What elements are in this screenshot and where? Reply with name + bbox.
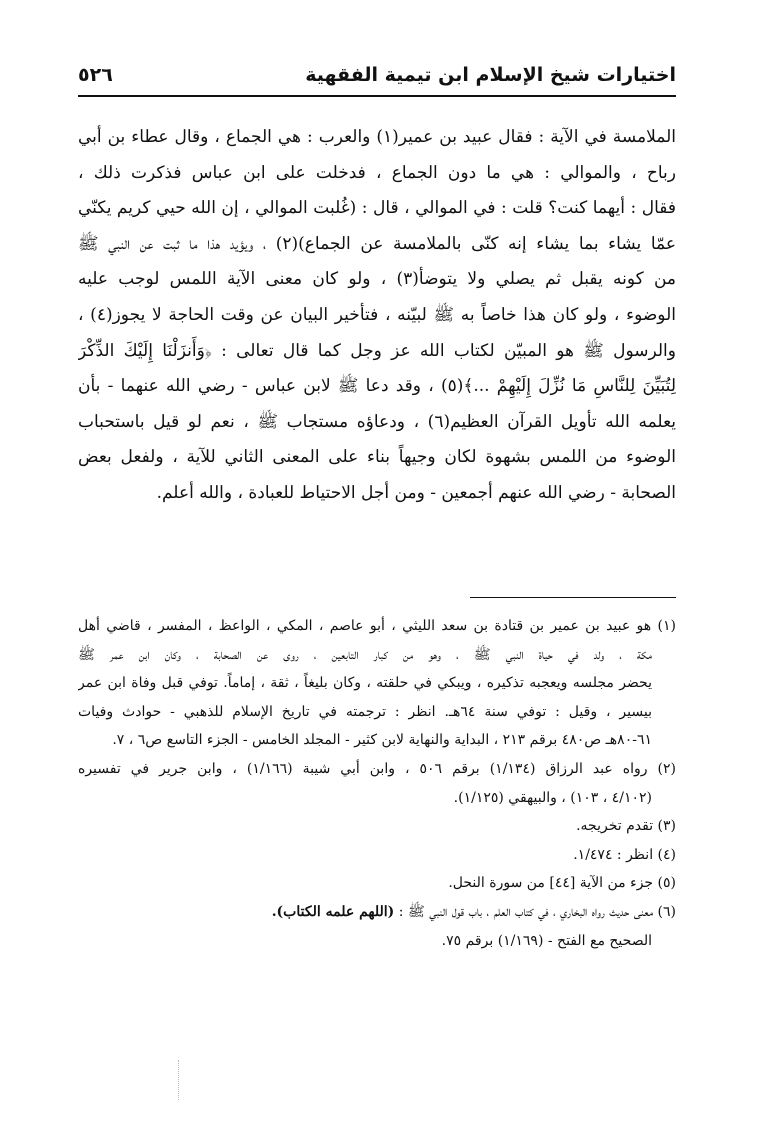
main-text-line: والرسول ﷺ هو المبيّن لكتاب الله عز وجل كما قال تعالى : ﴿وَأَنزَلْنَا إِلَيْكَ الذِّكْرَ [78, 340, 676, 361]
main-text-line: الوضوء من اللمس بشهوة لكان وجيهاً بناء على المعنى الثاني للآية ، ولفعل بعض [78, 447, 676, 468]
footnote-1-continued: بيسير ، وقيل : توفي سنة ٦٤هـ. انظر : ترجمته في تاريخ الإسلام للذهبي - حوادث وفيات [78, 703, 652, 720]
main-text-line: لِتُبَيِّنَ لِلنَّاسِ مَا نُزِّلَ إِلَيْهِمْ ...﴾(٥) ، وقد دعا ﷺ لابن عباس - رضي الله عنهما - بأن [78, 376, 676, 397]
main-text-line: الملامسة في الآية : فقال عبيد بن عمير(١) والعرب : هي الجماع ، وقال عطاء بن أبي [78, 127, 676, 147]
running-header [78, 62, 676, 92]
main-text-line: رباح ، والموالي : هي ما دون الجماع ، فدخلت على ابن عباس فذكرت ذلك ، [78, 162, 676, 183]
footnote-2-continued: (٤/١٠٢ ، ١٠٣) ، والبيهقي (١/١٢٥). [453, 789, 652, 806]
main-text-line: الصحابة - رضي الله عنهم أجمعين - ومن أجل الاحتياط للعبادة ، والله أعلم. [156, 482, 676, 503]
footnote-6 [78, 898, 676, 927]
footnote-1-continued: يحضر مجلسه ويعجبه تذكيره ، ويبكي في حلقته ، وكان بليغاً ، ثقة ، إماماً. توفي قبل وفاة ابن عمر [78, 675, 652, 692]
main-text-line: فقال : أيهما كنت؟ قلت : في الموالي ، قال : (غُلبت الموالي ، إن الله حيي كريم يكنّي [78, 198, 676, 219]
footnote-divider [470, 597, 676, 598]
main-text-line: الوضوء ، ولو كان هذا خاصاً به ﷺ لبيّنه ، فتأخير البيان عن وقت الحاجة لا يجوز(٤) ، [78, 304, 676, 325]
header-divider [78, 95, 676, 97]
running-header-title: اختيارات شيخ الإسلام ابن تيمية الفقهية [305, 64, 676, 86]
footnote-6-text: (٦) معنى حديث رواه البخاري ، في كتاب العلم ، باب قول النبي ﷺ : [394, 903, 676, 920]
footnote-3: (٣) تقدم تخريجه. [576, 818, 676, 835]
footnote-1-continued: مكة ، ولد في حياة النبي ﷺ ، وهو من كبار التابعين ، روى عن الصحابة ، وكان ابن عمر ﷺ [78, 646, 652, 663]
footnote-2: (٢) رواه عبد الرزاق (١/١٣٤) برقم ٥٠٦ ، وابن أبي شيبة (١/١٦٦) ، وابن جرير في تفسيره [78, 760, 676, 777]
main-text [78, 120, 676, 512]
footnote-4: (٤) انظر : ١/٤٧٤. [573, 846, 676, 863]
footnote-6-quote: (اللهم علمه الكتاب). [271, 903, 395, 920]
main-text-line: عمّا يشاء بما يشاء إنه كنّى بالملامسة عن الجماع)(٢) ، ويؤيد هذا ما ثبت عن النبي ﷺ [78, 233, 676, 254]
main-text-line: من كونه يقبل ثم يصلي ولا يتوضأ(٣) ، ولو كان معنى الآية اللمس لوجب عليه [78, 269, 676, 290]
footnote-5: (٥) جزء من الآية [٤٤] من سورة النحل. [448, 875, 676, 892]
footnotes [78, 612, 676, 955]
footnote-1: (١) هو عبيد بن عمير بن قتادة بن سعد الليثي ، أبو عاصم ، المكي ، الواعظ ، المفسر ، قاضي أهل [78, 618, 676, 634]
footnote-1-continued: ٦١-٨٠هـ ص٤٨٠ برقم ٢١٣ ، البداية والنهاية لابن كثير - المجلد الخامس - الجزء التاسع ص٦ ، ٧. [112, 732, 652, 749]
scan-artifact [178, 1060, 181, 1100]
main-text-line: يعلمه الله تأويل القرآن العظيم(٦) ، ودعاؤه مستجاب ﷺ ، نعم لو قيل باستحباب [78, 411, 676, 432]
footnote-6-continued: الصحيح مع الفتح - (١/١٦٩) برقم ٧٥. [441, 932, 652, 949]
page-number: ٥٢٦ [78, 64, 113, 86]
